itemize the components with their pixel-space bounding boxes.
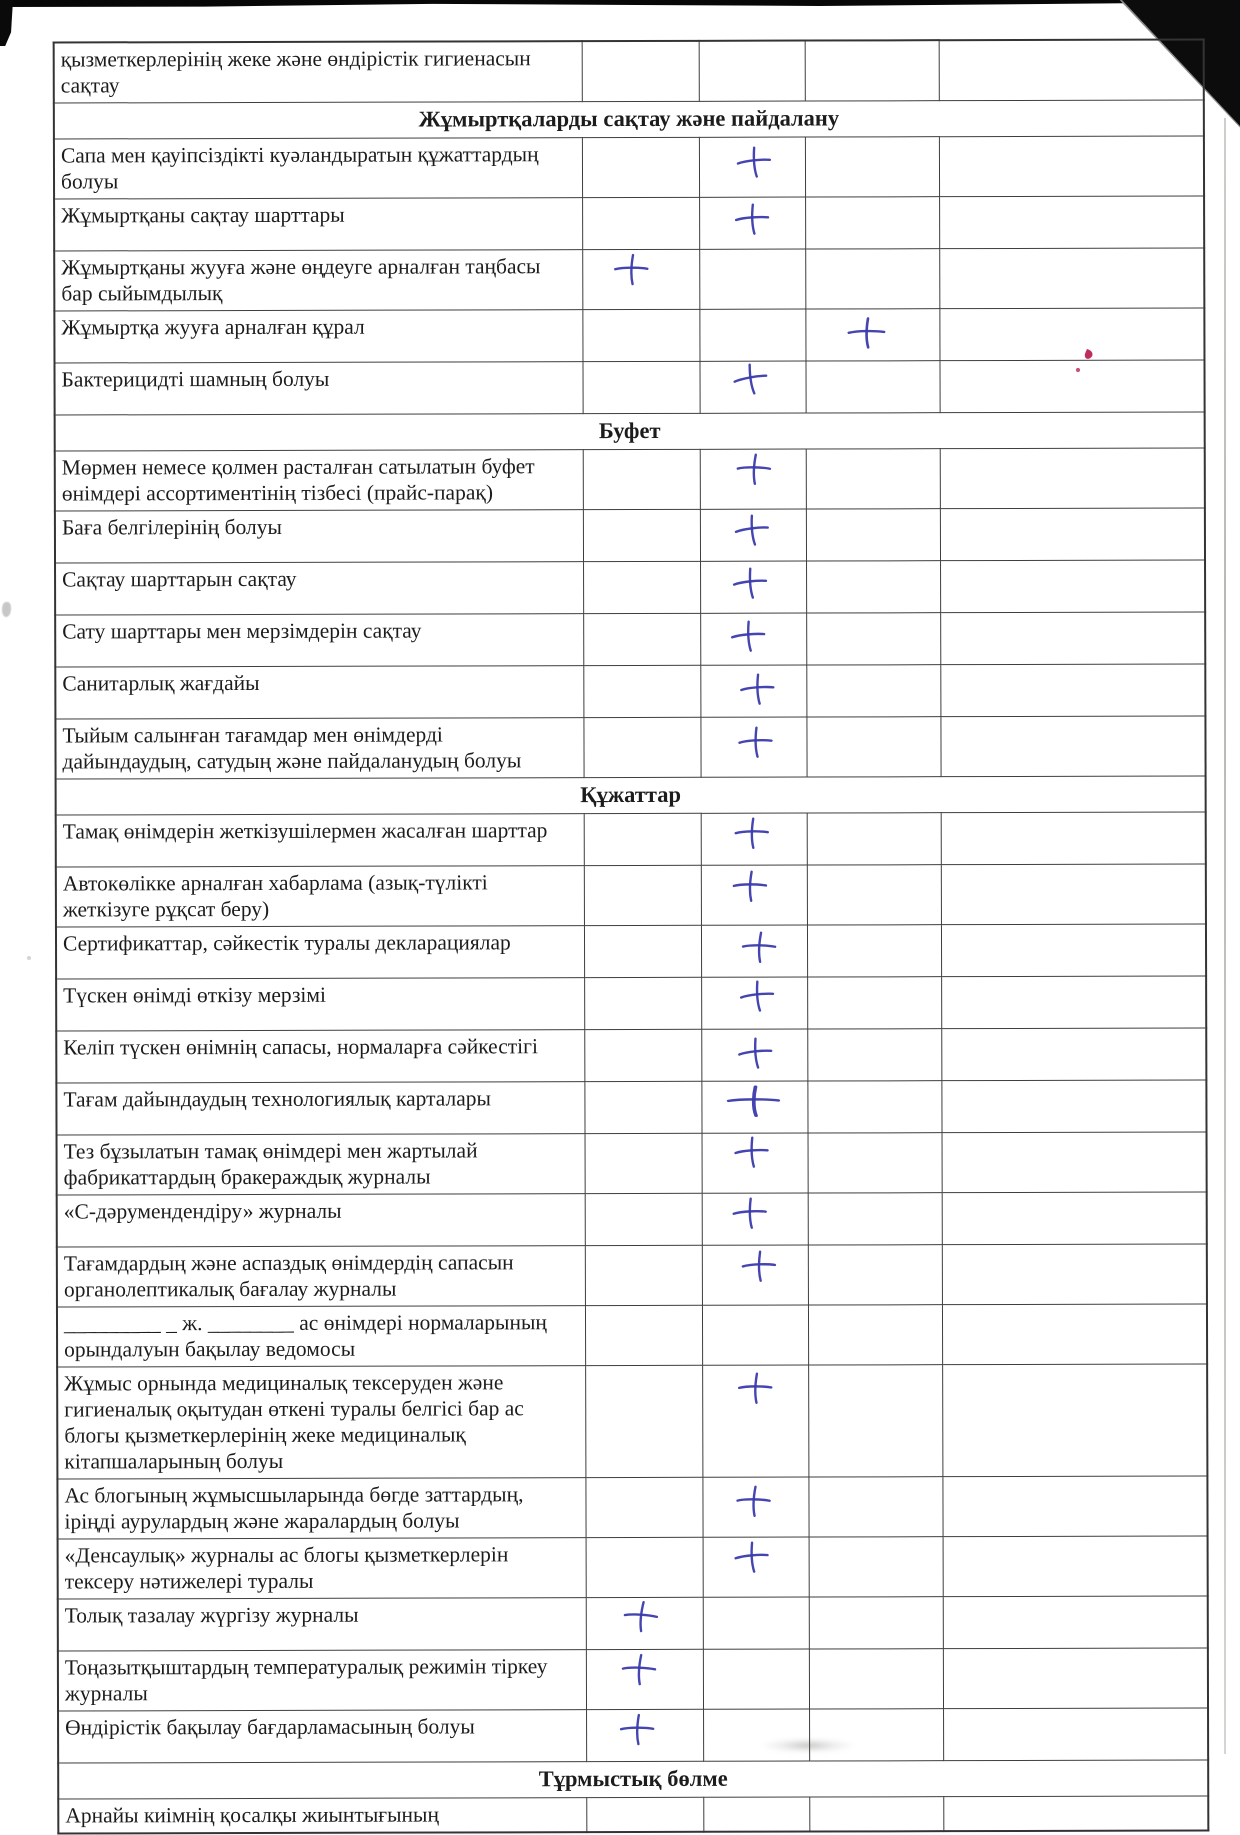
checklist-item-label: Жұмыртқа жууға арналған құрал [54,310,582,363]
handwritten-plus-mark-icon [731,1133,772,1172]
table-row [54,39,1204,103]
mark-cell-2 [699,361,805,413]
table-row [55,560,1205,615]
table-row [56,1028,1206,1083]
mark-cell-3 [808,1245,942,1305]
table-row [57,1132,1207,1195]
mark-cell-3 [805,137,939,197]
mark-cell-3 [806,561,940,613]
mark-cell-1 [586,1649,703,1709]
section-header-row [55,412,1205,451]
mark-cell-3 [805,40,939,101]
mark-cell-3 [809,1797,943,1832]
section-header-row [58,1760,1208,1799]
table-row [58,1796,1208,1834]
handwritten-plus-mark-icon [734,1034,776,1074]
handwritten-plus-mark-icon [731,510,774,551]
table-row [57,1476,1207,1539]
handwritten-plus-mark-icon [732,200,773,239]
mark-cell-4 [943,1648,1208,1709]
handwritten-plus-mark-icon [739,1247,780,1286]
handwritten-plus-mark-icon [731,1538,772,1577]
checklist-item-label: Арнайы киімнің қосалқы жиынтығының [58,1798,586,1834]
section-header-row [54,100,1204,139]
mark-cell-3 [808,1365,942,1477]
mark-cell-2 [699,197,805,249]
table-row [56,924,1206,979]
mark-cell-4 [940,664,1205,717]
table-row [56,864,1206,927]
mark-cell-1 [584,925,701,977]
handwritten-plus-mark-icon [616,1710,658,1750]
mark-cell-3 [805,309,939,361]
mark-cell-2 [699,249,805,309]
table-row [55,508,1205,563]
mark-cell-1 [583,717,700,777]
mark-cell-2 [702,1477,808,1537]
mark-cell-2 [700,509,806,561]
handwritten-plus-mark-icon [610,250,652,290]
mark-cell-1 [582,249,699,309]
mark-cell-3 [807,1029,941,1081]
table-row [57,1364,1207,1479]
handwritten-plus-mark-icon [738,927,780,968]
inspection-table-body [54,39,1209,1833]
table-row [58,1596,1208,1651]
mark-cell-1 [586,1597,703,1649]
checklist-item-label: _________ _ ж. ________ ас өнімдері нормаларының орындалуын бақылау ведомосы [57,1306,585,1367]
mark-cell-4 [940,612,1205,665]
handwritten-plus-mark-icon [736,977,778,1017]
mark-cell-3 [808,1305,942,1365]
mark-cell-2 [700,665,806,717]
mark-cell-2 [703,1537,809,1597]
mark-cell-4 [942,1192,1207,1245]
mark-cell-4 [943,1596,1208,1649]
handwritten-plus-mark-icon [729,867,771,907]
table-row [54,136,1204,199]
mark-cell-1 [586,1797,703,1832]
mark-cell-1 [583,613,700,665]
checklist-item-label: Бактерицидті шамның болуы [54,362,582,415]
mark-cell-2 [702,1365,808,1477]
handwritten-plus-mark-icon [618,1596,662,1638]
mark-cell-2 [703,1597,809,1649]
checklist-item-label: Тоңазытқыштардың температуралық режимін тіркеу журналы [58,1650,586,1711]
table-row [54,360,1204,415]
handwritten-plus-mark-icon [617,1649,660,1690]
handwritten-plus-mark-icon [731,814,772,853]
mark-cell-1 [583,561,700,613]
mark-cell-1 [585,1305,702,1365]
mark-cell-1 [583,449,700,509]
mark-cell-1 [584,1029,701,1081]
table-row [54,308,1204,363]
table-row [57,1304,1207,1367]
checklist-item-label: Түскен өнімді өткізу мерзімі [56,978,584,1031]
mark-cell-3 [809,1537,943,1597]
mark-cell-3 [809,1597,943,1649]
handwritten-plus-mark-icon [728,358,772,401]
mark-cell-3 [807,813,941,865]
mark-cell-4 [942,1244,1207,1305]
mark-cell-2 [701,977,807,1029]
handwritten-plus-mark-icon [735,724,775,762]
margin-speck [27,956,31,960]
mark-cell-2 [701,925,807,977]
table-row [55,716,1205,779]
section-header-row [56,776,1206,815]
mark-cell-3 [809,1709,943,1761]
mark-cell-2 [702,1133,808,1193]
mark-cell-3 [806,717,940,777]
mark-cell-3 [805,249,939,309]
handwritten-plus-mark-icon [730,1195,770,1233]
mark-cell-1 [584,1081,701,1133]
table-row [56,1080,1206,1135]
mark-cell-1 [583,665,700,717]
mark-cell-2 [701,813,807,865]
checklist-item-label: Сертификаттар, сәйкестік туралы декларациялар [56,926,584,979]
mark-cell-4 [941,924,1206,977]
handwritten-plus-mark-icon [733,449,775,490]
mark-cell-1 [584,865,701,925]
section-header-label: Тұрмыстық бөлме [58,1760,1208,1799]
handwritten-plus-mark-icon [728,617,769,656]
mark-cell-3 [807,925,941,977]
mark-cell-1 [585,1365,702,1477]
table-row [57,1244,1207,1307]
table-row [56,812,1206,867]
mark-cell-4 [941,812,1206,865]
checklist-item-label: қызметкерлерінің жеке және өндірістік гигиенасын сақтау [54,41,582,103]
checklist-item-label: Ас блогының жұмысшыларында бөгде заттардың, іріңді аурулардың және жаралардың болуы [57,1478,585,1539]
mark-cell-4 [943,1796,1208,1831]
mark-cell-4 [943,1536,1208,1597]
mark-cell-4 [939,39,1204,100]
mark-cell-2 [703,1709,809,1761]
mark-cell-4 [940,508,1205,561]
handwritten-plus-mark-icon [844,314,889,353]
mark-cell-1 [584,813,701,865]
mark-cell-3 [806,613,940,665]
mark-cell-4 [939,360,1204,413]
mark-cell-1 [585,1133,702,1193]
top-edge-scan-line [0,0,1138,7]
handwritten-plus-mark-icon [734,1369,776,1409]
checklist-item-label: «С-дәрумендендіру» журналы [57,1194,585,1247]
page-edge-shadow [1224,118,1226,1754]
mark-cell-3 [805,197,939,249]
checklist-item-label: Жұмыртқаны жууға және өңдеуге арналған таңбасы бар сыйымдылық [54,250,582,311]
mark-cell-1 [584,977,701,1029]
mark-cell-1 [586,1537,703,1597]
mark-cell-4 [942,1304,1207,1365]
checklist-item-label: Тағамдардың және аспаздық өнімдердің сапасын органолептикалық бағалау журналы [57,1246,585,1307]
mark-cell-4 [941,1080,1206,1133]
mark-cell-1 [582,137,699,197]
mark-cell-3 [807,865,941,925]
mark-cell-4 [939,248,1204,309]
mark-cell-4 [940,560,1205,613]
inspection-checklist-table [53,38,1208,1834]
mark-cell-3 [806,509,940,561]
mark-cell-1 [582,41,699,102]
table-row [58,1648,1208,1711]
mark-cell-1 [582,197,699,249]
mark-cell-1 [585,1245,702,1305]
mark-cell-2 [702,1245,808,1305]
checklist-item-label: Автокөлікке арналған хабарлама (азық-түлікті жеткізуге рұқсат беру) [56,866,584,927]
checklist-item-label: Келіп түскен өнімнің сапасы, нормаларға сәйкестігі [56,1030,584,1083]
table-row [57,1192,1207,1247]
mark-cell-4 [939,136,1204,197]
mark-cell-2 [701,1081,807,1133]
checklist-item-label: Жұмыс орнында медициналық тексеруден және гигиеналық оқытудан өткені туралы белгісі бар ас блогы қызметкерлерінің жеке медициналық кітапшаларының болуы [57,1366,585,1479]
mark-cell-4 [940,716,1205,777]
checklist-item-label: Сапа мен қауіпсіздікті куәландыратын құжаттардың болуы [54,138,582,199]
handwritten-plus-mark-icon [722,1082,785,1122]
mark-cell-3 [807,977,941,1029]
checklist-item-label: Тағам дайындаудың технологиялық карталары [56,1082,584,1135]
table-row [56,976,1206,1031]
mark-cell-4 [939,308,1204,361]
checklist-item-label: Тамақ өнімдерін жеткізушілермен жасалған шарттар [56,814,584,867]
table-row [54,248,1204,311]
mark-cell-2 [699,309,805,361]
mark-cell-2 [699,41,805,102]
mark-cell-4 [940,448,1205,509]
mark-cell-2 [699,137,805,197]
handwritten-plus-mark-icon [729,564,771,604]
mark-cell-3 [809,1649,943,1709]
checklist-item-label: Сату шарттары мен мерзімдерін сақтау [55,614,583,667]
mark-cell-4 [943,1708,1208,1761]
table-row [58,1536,1208,1599]
mark-cell-2 [700,561,806,613]
checklist-item-label: Баға белгілерінің болуы [55,510,583,563]
mark-cell-2 [702,1193,808,1245]
checklist-item-label: Тыйым салынған тағамдар мен өнімдерді дайындаудың, сатудың және пайдаланудың болуы [55,718,583,779]
mark-cell-1 [582,309,699,361]
mark-cell-2 [700,449,806,509]
checklist-item-label: «Денсаулық» журналы ас блогы қызметкерлерін тексеру нәтижелері туралы [58,1538,586,1599]
table-row [55,664,1205,719]
table-row [55,612,1205,667]
mark-cell-1 [585,1193,702,1245]
section-header-label: Жұмыртқаларды сақтау және пайдалану [54,100,1204,139]
mark-cell-2 [703,1797,809,1832]
table-row [55,448,1205,511]
checklist-item-label: Өндірістік бақылау бағдарламасының болуы [58,1710,586,1763]
mark-cell-1 [583,509,700,561]
handwritten-plus-mark-icon [733,143,775,183]
mark-cell-3 [808,1477,942,1537]
mark-cell-2 [700,717,806,777]
handwritten-plus-mark-icon [737,670,778,709]
mark-cell-3 [808,1133,942,1193]
checklist-item-label: Санитарлық жағдайы [55,666,583,719]
table-row [54,196,1204,251]
section-header-label: Буфет [55,412,1205,451]
corner-scan-blob [0,0,13,46]
checklist-item-label: Сақтау шарттарын сақтау [55,562,583,615]
mark-cell-4 [941,1028,1206,1081]
mark-cell-3 [807,1081,941,1133]
checklist-item-label: Тез бұзылатын тамақ өнімдері мен жартылай фабрикаттардың бракераждық журналы [57,1134,585,1195]
mark-cell-3 [808,1193,942,1245]
checklist-item-label: Жұмыртқаны сақтау шарттары [54,198,582,251]
handwritten-plus-mark-icon [732,1481,774,1522]
mark-cell-2 [701,865,807,925]
mark-cell-2 [700,613,806,665]
mark-cell-1 [582,361,699,413]
mark-cell-4 [939,196,1204,249]
mark-cell-4 [941,864,1206,925]
checklist-item-label: Мөрмен немесе қолмен расталған сатылатын буфет өнімдері ассортиментінің тізбесі (прайс-парақ) [55,450,583,511]
mark-cell-3 [806,449,940,509]
table-row [58,1708,1208,1763]
mark-cell-2 [701,1029,807,1081]
mark-cell-3 [805,361,939,413]
mark-cell-2 [703,1649,809,1709]
mark-cell-4 [942,1364,1207,1477]
mark-cell-3 [806,665,940,717]
section-header-label: Құжаттар [56,776,1206,815]
mark-cell-4 [942,1476,1207,1537]
mark-cell-4 [942,1132,1207,1193]
checklist-item-label: Толық тазалау жүргізу журналы [58,1598,586,1651]
mark-cell-2 [702,1305,808,1365]
mark-cell-1 [585,1477,702,1537]
mark-cell-4 [941,976,1206,1029]
margin-speck [2,602,11,617]
